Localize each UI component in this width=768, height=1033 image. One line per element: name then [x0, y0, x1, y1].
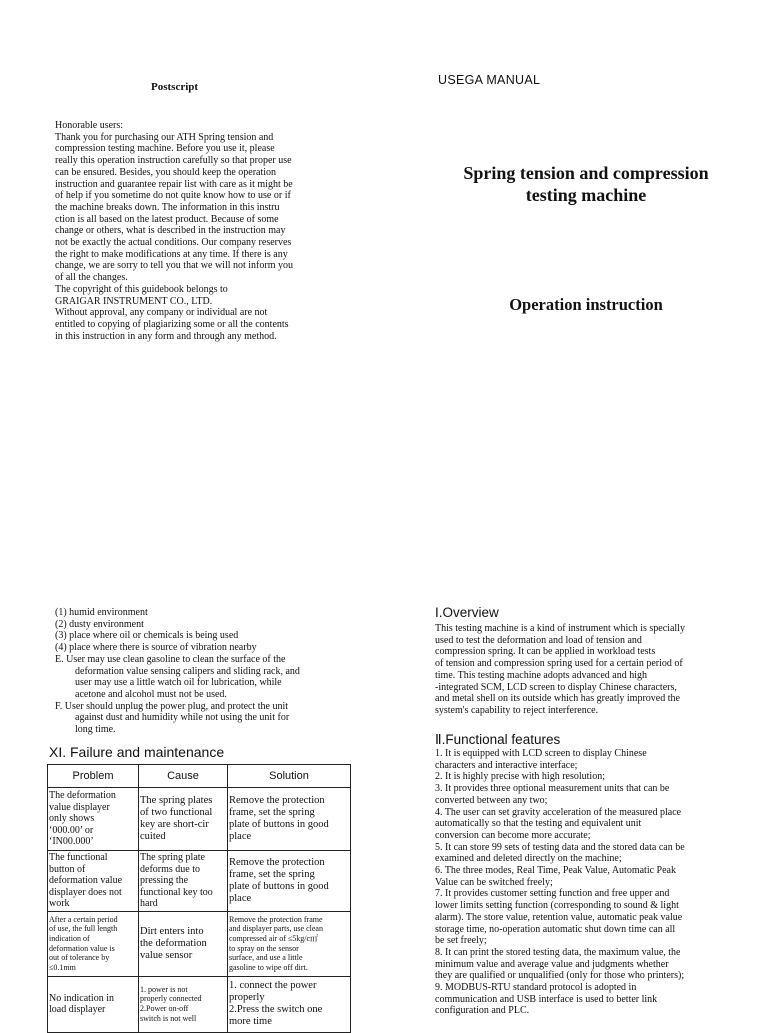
feature-line: storage time, no-operation automatic shut down time can all [435, 923, 676, 935]
environment-item: against dust and humidity while not using the unit for [75, 712, 290, 724]
overview-title: I.Overview [435, 605, 499, 620]
cell-line: 2.Power on-off [140, 1004, 189, 1013]
cell-line: Remove the protection [229, 795, 325, 806]
postscript-line: really this operation instruction carefully so that proper use [55, 155, 292, 167]
cell-line: load displayer [49, 1004, 106, 1015]
feature-line: characters and interactive interface; [435, 759, 578, 771]
postscript-line: Honorable users: [55, 120, 124, 131]
cell-line: to spray on the sensor [229, 943, 299, 953]
cell-line: ‘000.00’ or [49, 824, 94, 836]
environment-item: (4) place where there is source of vibration nearby [55, 642, 257, 654]
cell-line: deformation value is [49, 943, 115, 953]
cell-line: out of tolerance by [49, 953, 110, 963]
environment-item: (2) dusty environment [55, 618, 144, 630]
feature-line: 3. It provides three optional measurement units that can be [435, 783, 670, 795]
postscript-line: the right to make modifications at any time. If there is any [55, 248, 288, 260]
cell-line: Remove the protection [229, 856, 325, 868]
feature-line: Value can be switched freely; [435, 876, 553, 888]
cell-line: 2.Press the switch one [229, 1004, 323, 1015]
cell-solution [228, 851, 351, 912]
cell-solution [228, 788, 351, 851]
feature-line: minimum value and average value and judgments whether [435, 958, 669, 970]
cell-line: Remove the protection frame [229, 914, 323, 924]
operation-instruction-title: Operation instruction [509, 295, 663, 314]
header-problem: Problem [48, 765, 139, 788]
cell-line: surface, and use a little [229, 953, 303, 963]
cell-line: After a certain period [49, 914, 118, 924]
cell-problem [48, 851, 139, 912]
cell-line: button of [49, 863, 86, 875]
cell-line: of two functional [140, 807, 213, 818]
header-cause: Cause [139, 765, 228, 788]
cell-line: of use, the full length [49, 924, 118, 934]
cell-solution [228, 911, 351, 976]
feature-line: lower limits setting function (corresponding to sound & light [435, 900, 679, 912]
cell-problem [48, 788, 139, 851]
postscript-line: The copyright of this guidebook belongs to [55, 283, 228, 295]
feature-line: 9. MODBUS-RTU standard protocol is adopted in [435, 982, 637, 994]
feature-line: 8. It can print the stored testing data, the maximum value, the [435, 946, 681, 958]
main-title-line1: Spring tension and compression [463, 163, 709, 183]
cell-line: 1. power is not [140, 984, 188, 994]
cell-line: displayer does not [49, 886, 122, 898]
cell-cause [139, 911, 228, 976]
feature-line: 5. It can store 99 sets of testing data and the stored data can be [435, 841, 685, 853]
cell-line: properly [229, 992, 265, 1003]
environment-item: F. User should unplug the power plug, and protect the unit [55, 700, 289, 712]
cell-line: the deformation [140, 937, 207, 949]
feature-line: 6. The three modes, Real Time, Peak Value, Automatic Peak [435, 865, 676, 877]
feature-line: converted between any two; [435, 794, 548, 806]
overview-line: and metal shell on its outside which has greatly improved the [435, 693, 680, 705]
cell-line: deforms due to [140, 863, 200, 875]
table-row [48, 851, 351, 912]
postscript-line: of help if you sometime do not quite know how to use or if [55, 190, 291, 202]
cell-line: deformation value [49, 875, 123, 886]
postscript-line: instruction and guarantee repair list with care as it might be [55, 178, 293, 190]
environment-item: (3) place where oil or chemicals is being used [55, 630, 239, 642]
cell-line: frame, set the spring [229, 868, 315, 880]
main-title-line2: testing machine [525, 185, 647, 205]
cell-line: The functional [49, 852, 108, 863]
postscript-line: GRAIGAR INSTRUMENT CO., LTD. [55, 295, 213, 307]
overview-line: -integrated SCM, LCD screen to display Chinese characters, [435, 681, 677, 693]
cell-line: key are short-cir [140, 819, 209, 830]
failure-maintenance-title: XI. Failure and maintenance [49, 744, 225, 760]
failure-table [47, 764, 351, 1033]
cell-line: 1. connect the power [229, 980, 317, 991]
postscript-line: of all the changes. [55, 272, 128, 284]
cell-problem [48, 911, 139, 976]
environment-list [55, 607, 300, 736]
features-title: Ⅱ.Functional features [435, 732, 561, 747]
postscript-body [55, 120, 293, 342]
feature-line: they are qualified or unqualified (only for those who printers); [435, 970, 685, 982]
table-row [48, 788, 351, 851]
postscript-line: Thank you for purchasing our ATH Spring tension and [55, 131, 274, 143]
features-body [435, 748, 685, 1017]
feature-line: examined and deleted directly on the machine; [435, 853, 622, 865]
postscript-line: ction is all based on the latest product. Because of some [55, 213, 279, 225]
cell-line: The spring plates [140, 795, 213, 806]
cell-line: value displayer [49, 801, 110, 813]
postscript-line: change, we are sorry to tell you that we will not inform you [55, 260, 293, 272]
environment-item: long time. [75, 724, 116, 736]
postscript-title: Postscript [151, 81, 199, 93]
cell-line: functional key too [140, 886, 213, 898]
cell-line: plate of buttons in good [229, 880, 329, 892]
header-solution: Solution [228, 765, 351, 788]
cell-line: plate of buttons in good [229, 819, 329, 830]
postscript-line: not be exactly the actual conditions. Our company reserves [55, 237, 292, 249]
cell-cause [139, 851, 228, 912]
cell-line: compressed air of ≤5kg/c㎡ [229, 933, 319, 943]
environment-item: deformation value sensing calipers and sliding rack, and [75, 665, 300, 677]
postscript-line: Without approval, any company or individual are not [55, 307, 268, 319]
feature-line: conversion can become more accurate; [435, 829, 591, 841]
feature-line: 7. It provides customer setting function and free upper and [435, 888, 670, 900]
feature-line: communication and USB interface is used to better link [435, 993, 658, 1005]
overview-line: compression spring. It can be applied in workload tests [435, 646, 656, 658]
cell-line: The deformation [49, 790, 116, 802]
cell-line: Dirt enters into [140, 925, 204, 937]
cell-line: properly connected [140, 994, 202, 1004]
environment-item: acetone and alcohol must not be used. [75, 688, 227, 700]
cell-line: more time [229, 1016, 272, 1027]
manual-label: USEGA MANUAL [438, 73, 541, 87]
postscript-line: compression testing machine. Before you use it, please [55, 143, 275, 155]
feature-line: 2. It is highly precise with high resolution; [435, 771, 605, 783]
cell-line: only shows [49, 813, 95, 825]
table-header-row [48, 765, 351, 788]
cell-line: ‘IN00.000’ [49, 836, 94, 848]
overview-line: of tension and compression spring used for a certain period of [435, 658, 683, 670]
environment-item: E. User may use clean gasoline to clean the surface of the [55, 653, 286, 665]
overview-line: time. This testing machine adopts advanced and high [435, 669, 647, 681]
environment-item: (1) humid environment [55, 607, 148, 618]
postscript-line: the machine breaks down. The information in this instru [55, 201, 280, 213]
cell-line: indication of [49, 933, 90, 943]
cell-line: gasoline to wipe off dirt. [229, 962, 308, 972]
postscript-line: change or others, what is described in the instruction may [55, 225, 286, 237]
overview-line: This testing machine is a kind of instrument which is specially [435, 623, 685, 634]
cell-line: switch is not well [140, 1013, 197, 1023]
feature-line: 4. The user can set gravity acceleration of the measured place [435, 806, 682, 818]
postscript-line: entitled to copying of plagiarizing some or all the contents [55, 318, 289, 330]
cell-line: No indication in [49, 992, 114, 1004]
feature-line: 1. It is equipped with LCD screen to display Chinese [435, 748, 647, 759]
postscript-line: in this instruction in any form and through any method. [55, 330, 277, 342]
cell-line: pressing the [140, 875, 189, 886]
environment-item: user may use a little watch oil for lubrication, while [75, 677, 282, 689]
cell-line: frame, set the spring [229, 807, 315, 818]
cell-line: The spring plate [140, 852, 205, 863]
overview-line: system's capability to reject interference. [435, 704, 599, 716]
cell-line: hard [140, 898, 158, 909]
overview-body [435, 623, 685, 717]
postscript-line: can be ensured. Besides, you should keep the operation [55, 166, 277, 178]
cell-line: work [49, 898, 70, 909]
cell-line: place [229, 831, 252, 842]
feature-line: alarm). The store value, retention value, automatic peak value [435, 911, 683, 923]
feature-line: automatically so that the testing and equivalent unit [435, 818, 642, 830]
overview-line: used to test the deformation and load of tension and [435, 634, 642, 646]
feature-line: configuration and PLC. [435, 1005, 530, 1017]
cell-cause [139, 788, 228, 851]
cell-line: ≤0.1mm [49, 962, 76, 972]
table-row [48, 911, 351, 976]
cell-line: cuited [140, 831, 166, 842]
main-title [430, 162, 742, 206]
cell-line: place [229, 892, 252, 904]
feature-line: be set freely; [435, 935, 487, 947]
cell-line: value sensor [140, 949, 193, 961]
cell-line: and displayer parts, use clean [229, 924, 323, 934]
